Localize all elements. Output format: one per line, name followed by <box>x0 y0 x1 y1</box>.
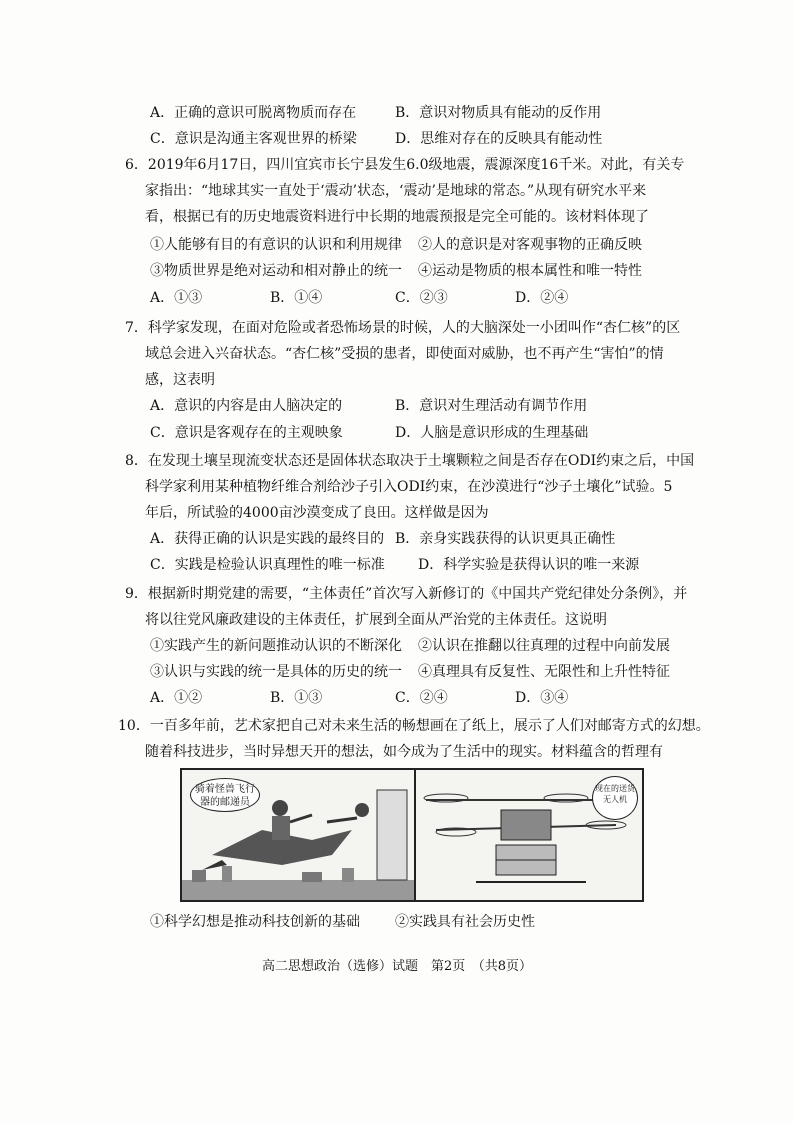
option-d: D．思维对存在的反映具有能动性 <box>395 131 603 147</box>
statement: ①实践产生的新问题推动认识的不断深化 <box>150 638 402 654</box>
option-a: A．①③ <box>150 290 203 306</box>
option-a: A．正确的意识可脱离物质而存在 <box>150 105 357 121</box>
statement: ④真理具有反复性、无限性和上升性特征 <box>418 664 670 680</box>
option-d: D．③④ <box>515 690 569 706</box>
cartoon-figure <box>180 768 644 902</box>
statement: ③物质世界是绝对运动和相对静止的统一 <box>150 263 402 279</box>
option-b: B．①③ <box>270 690 323 706</box>
statement: ②实践具有社会历史性 <box>395 914 535 930</box>
statement: ②认识在推翻以往真理的过程中向前发展 <box>418 638 670 654</box>
speech-bubble-left: 骑着怪兽飞行器的邮递员 <box>190 778 260 812</box>
option-c: C．②③ <box>395 290 448 306</box>
question-8-stem: 年后，所试验的4000亩沙漠变成了良田。这样做是因为 <box>145 505 489 521</box>
question-6-stem: 看，根据已有的历史地震资料进行中长期的地震预报是完全可能的。该材料体现了 <box>145 209 649 225</box>
option-d: D．②④ <box>515 290 569 306</box>
option-a: A．①② <box>150 690 203 706</box>
option-c: C．实践是检验认识真理性的唯一标准 <box>150 557 385 573</box>
question-10-stem: 10．一百多年前，艺术家把自己对未来生活的畅想画在了纸上，展示了人们对邮寄方式的幻想。 <box>118 718 710 734</box>
option-c: C．意识是沟通主客观世界的桥梁 <box>150 131 357 147</box>
option-d: D．人脑是意识形成的生理基础 <box>395 425 589 441</box>
option-b: B．意识对物质具有能动的反作用 <box>395 105 602 121</box>
statement: ③认识与实践的统一是具体的历史的统一 <box>150 664 402 680</box>
option-d: D．科学实验是获得认识的唯一来源 <box>418 557 640 573</box>
statement: ①人能够有目的有意识的认识和利用规律 <box>150 237 402 253</box>
option-c: C．意识是客观存在的主观映象 <box>150 425 343 441</box>
question-7-stem: 域总会进入兴奋状态。“杏仁核”受损的患者，即使面对威胁，也不再产生“害怕”的情 <box>145 346 664 362</box>
statement: ④运动是物质的根本属性和唯一特性 <box>418 263 642 279</box>
question-7-stem: 感，这表明 <box>145 372 215 388</box>
question-9-stem: 将以往党风廉政建设的主体责任，扩展到全面从严治党的主体责任。这说明 <box>145 612 607 628</box>
cartoon-panel-present <box>416 770 642 900</box>
question-10-stem: 随着科技进步，当时异想天开的想法，如今成为了生活中的现实。材料蕴含的哲理有 <box>145 744 663 760</box>
speech-bubble-right: 现在的送货无人机 <box>592 776 638 820</box>
question-6-stem: 6．2019年6月17日，四川宜宾市长宁县发生6.0级地震，震源深度16千米。对此，有关专 <box>125 157 685 173</box>
statement: ②人的意识是对客观事物的正确反映 <box>418 237 642 253</box>
option-a: A．意识的内容是由人脑决定的 <box>150 398 343 414</box>
option-c: C．②④ <box>395 690 448 706</box>
option-b: B．亲身实践获得的认识更具正确性 <box>395 531 616 547</box>
question-9-stem: 9．根据新时期党建的需要，“主体责任”首次写入新修订的《中国共产党纪律处分条例》，并 <box>125 586 688 602</box>
option-a: A．获得正确的认识是实践的最终目的 <box>150 531 385 547</box>
question-8-stem: 科学家利用某种植物纤维合剂给沙子引入ODI约束，在沙漠进行“沙子土壤化”试验。5 <box>145 479 673 495</box>
statement: ①科学幻想是推动科技创新的基础 <box>150 914 360 930</box>
question-6-stem: 家指出：“地球其实一直处于‘震动’状态，‘震动’是地球的常态。”从现有研究水平来 <box>145 183 647 199</box>
question-7-stem: 7．科学家发现，在面对危险或者恐怖场景的时候，人的大脑深处一小团叫作“杏仁核”的区 <box>125 320 681 336</box>
question-8-stem: 8．在发现土壤呈现流变状态还是固体状态取决于土壤颗粒之间是否存在ODI约束之后，中国 <box>125 453 695 469</box>
page-footer: 高二思想政治（选修）试题 第2页 （共8页） <box>261 959 533 974</box>
option-b: B．意识对生理活动有调节作用 <box>395 398 588 414</box>
cartoon-panel-past <box>182 770 416 900</box>
option-b: B．①④ <box>270 290 323 306</box>
